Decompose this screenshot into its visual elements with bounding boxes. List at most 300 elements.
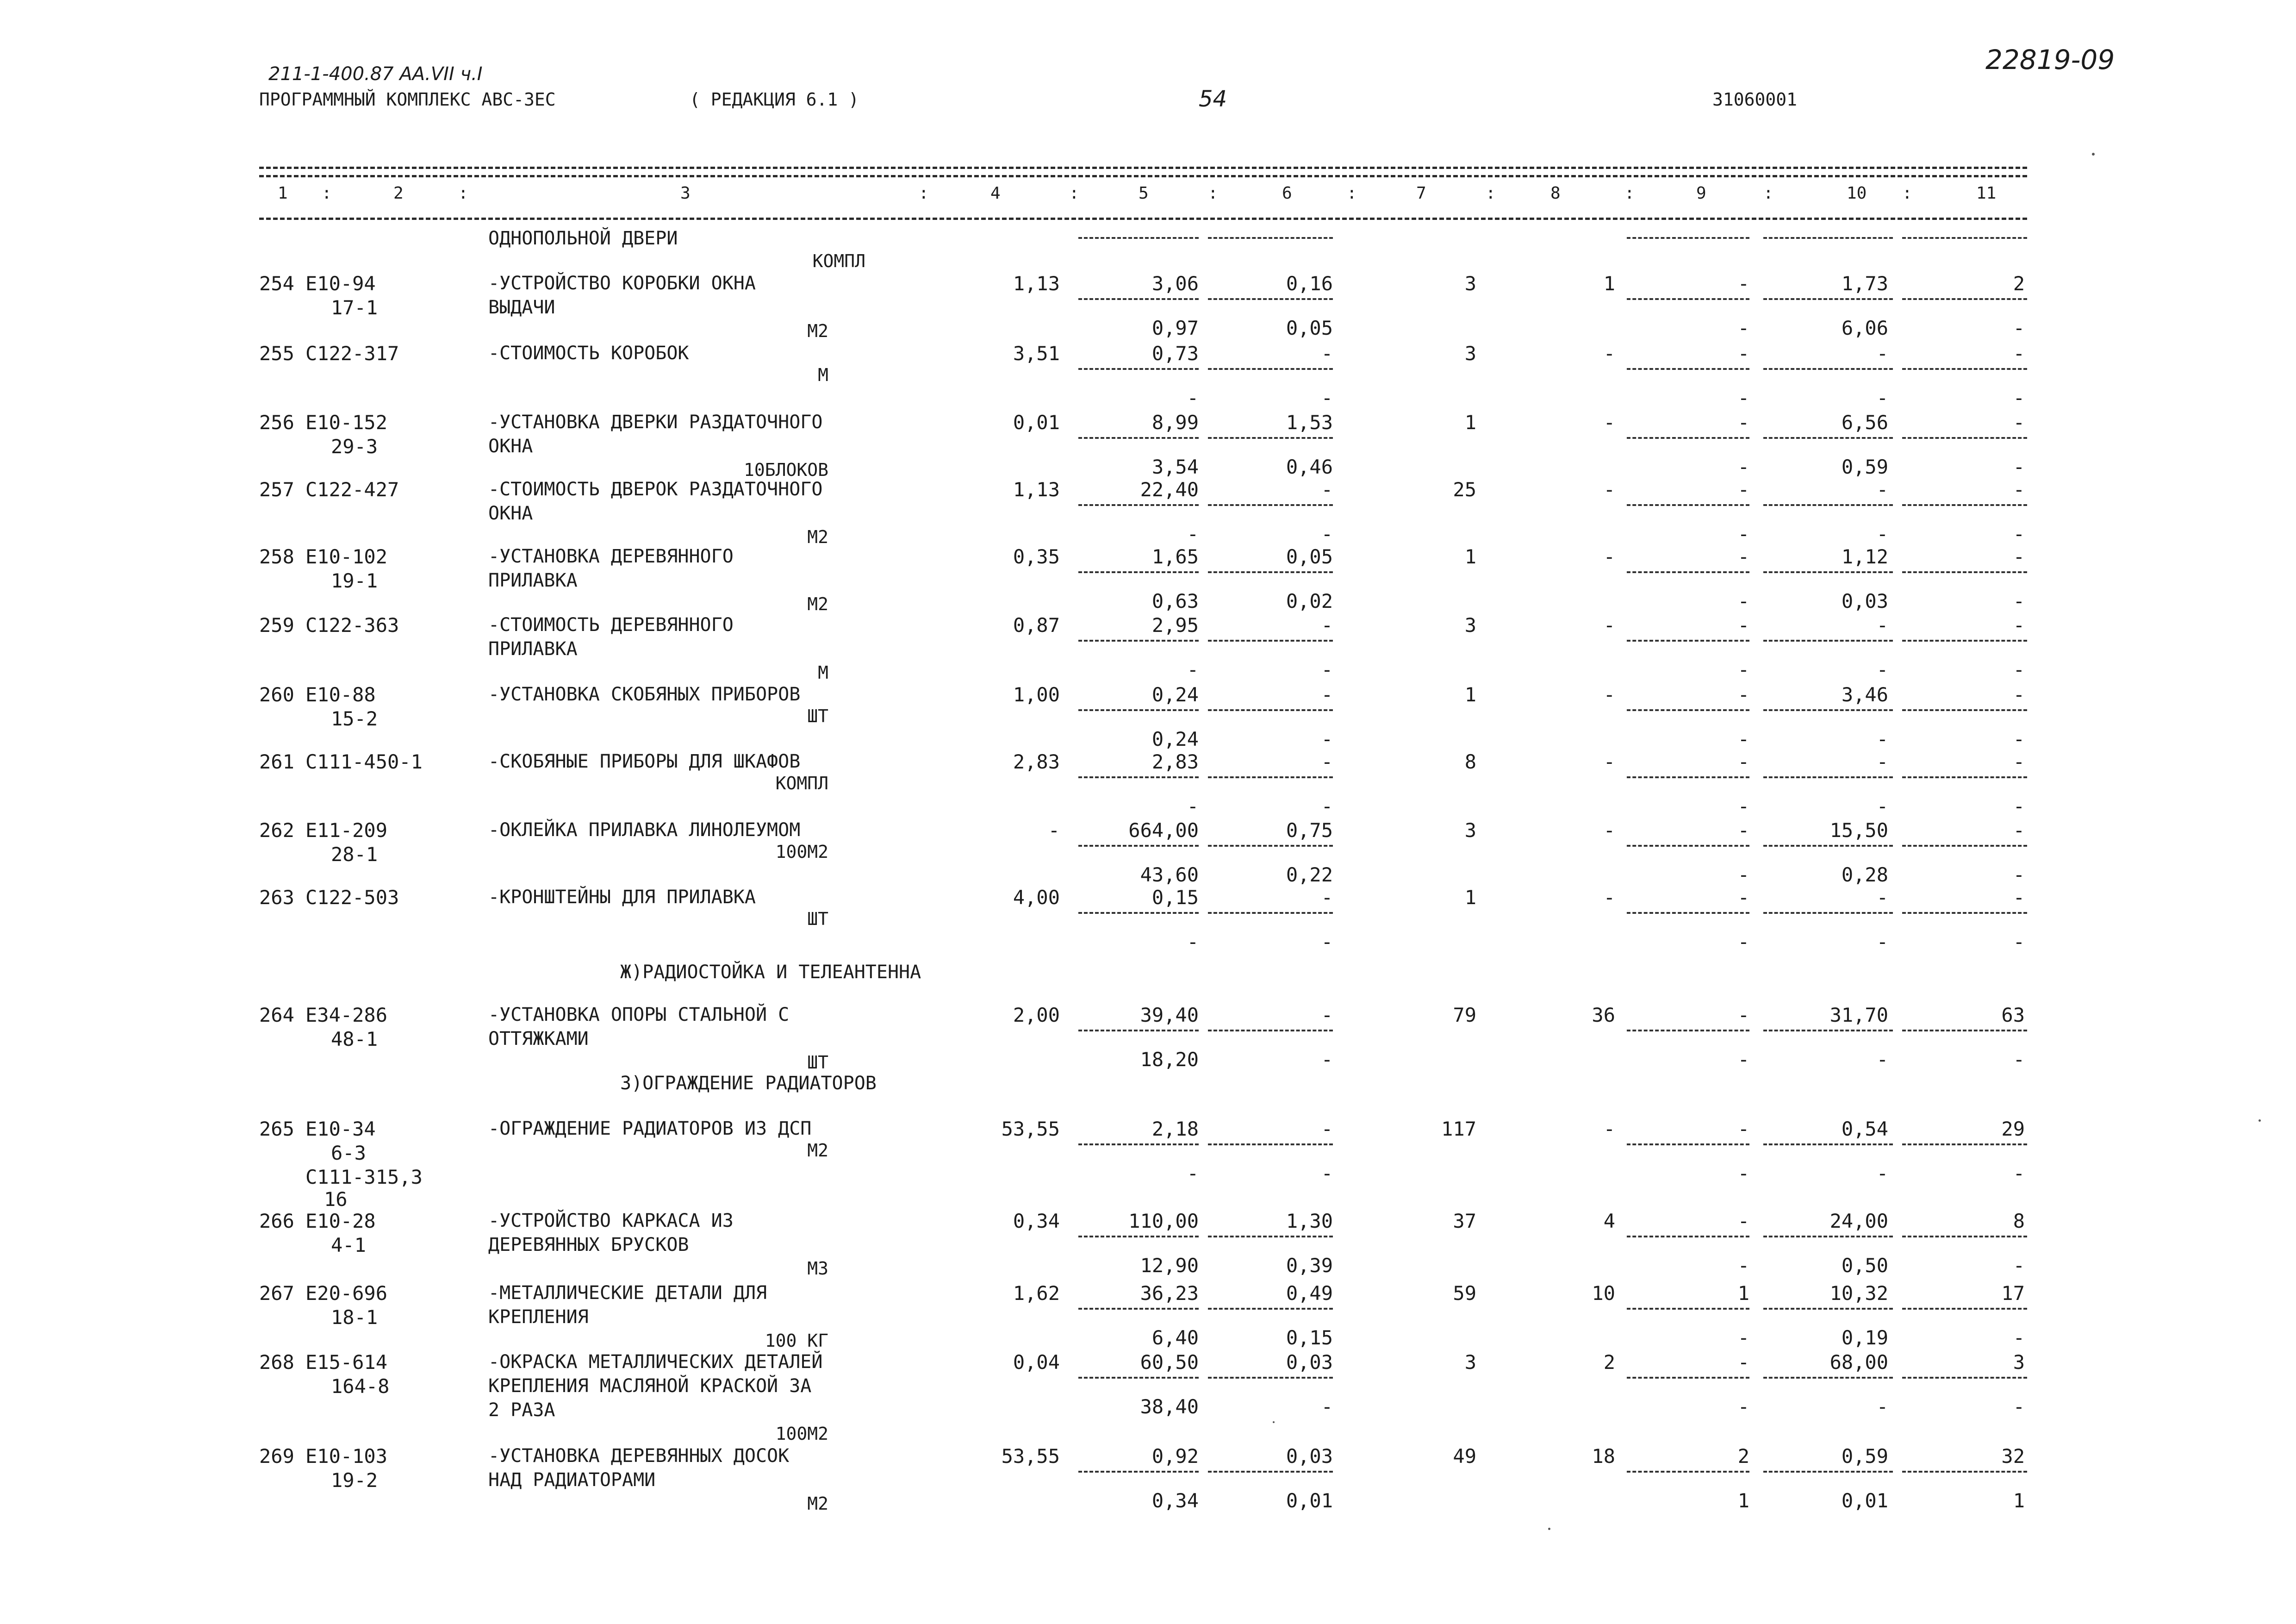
cell-subrule-c5 bbox=[1078, 709, 1199, 711]
cell-col6: - bbox=[1321, 886, 1333, 909]
row-description: ВЫДАЧИ bbox=[488, 297, 555, 318]
cell-col6: 0,03 bbox=[1286, 1445, 1333, 1468]
cell-col7: 37 bbox=[1453, 1210, 1476, 1232]
row-description: -ОКЛЕЙКА ПРИЛАВКА ЛИНОЛЕУМОМ bbox=[488, 819, 801, 841]
cell-subrule-c11 bbox=[1902, 437, 2027, 439]
cell-col11-sub: - bbox=[2013, 590, 2025, 612]
cell-col7: 3 bbox=[1464, 819, 1476, 842]
header-rule-top bbox=[259, 167, 2027, 169]
cell-subrule-c10 bbox=[1763, 640, 1893, 642]
cell-subrule-c10 bbox=[1763, 571, 1893, 573]
cell-col10-sub: - bbox=[1876, 387, 1888, 409]
cell-col8: - bbox=[1603, 886, 1615, 909]
cell-col9-sub: - bbox=[1737, 1395, 1749, 1418]
cell-col6-sub: 0,39 bbox=[1286, 1254, 1333, 1277]
row-code-2: 6-3 bbox=[331, 1142, 366, 1164]
cell-col11-sub: - bbox=[2013, 387, 2025, 409]
cell-col10: - bbox=[1876, 614, 1888, 637]
cell-col10: 3,46 bbox=[1841, 683, 1888, 706]
cell-col5: 39,40 bbox=[1140, 1004, 1199, 1026]
cell-col5: 110,00 bbox=[1128, 1210, 1199, 1232]
row-code: Е10-152 bbox=[305, 411, 388, 434]
row-number: 256 bbox=[259, 411, 294, 434]
row-code-3: С111-315,3 bbox=[305, 1166, 423, 1188]
cell-col11: - bbox=[2013, 683, 2025, 706]
cell-col9: - bbox=[1737, 272, 1749, 295]
row-description: -УСТРОЙСТВО КАРКАСА ИЗ bbox=[488, 1210, 734, 1231]
cell-col6: - bbox=[1321, 342, 1333, 365]
cell-col9-sub: - bbox=[1737, 523, 1749, 545]
cell-col11: - bbox=[2013, 886, 2025, 909]
cell-col9: - bbox=[1737, 1118, 1749, 1140]
cell-subrule-c11 bbox=[1902, 571, 2027, 573]
cell-col5-sub: 12,90 bbox=[1140, 1254, 1199, 1277]
scan-speck bbox=[1548, 1528, 1550, 1530]
row-description: КРЕПЛЕНИЯ МАСЛЯНОЙ КРАСКОЙ ЗА bbox=[488, 1375, 812, 1397]
cell-subrule-c5 bbox=[1078, 571, 1199, 573]
cell-subrule-c5 bbox=[1078, 1236, 1199, 1237]
cell-col9: - bbox=[1737, 750, 1749, 773]
cell-col10: 24,00 bbox=[1829, 1210, 1888, 1232]
cell-col5-sub: - bbox=[1187, 931, 1199, 953]
cell-col7: 3 bbox=[1464, 614, 1476, 637]
row-description: -УСТАНОВКА ДВЕРКИ РАЗДАТОЧНОГО bbox=[488, 412, 823, 433]
cell-col8: 36 bbox=[1592, 1004, 1615, 1026]
cell-col4: 53,55 bbox=[1001, 1118, 1060, 1140]
cell-subrule-c9 bbox=[1627, 845, 1749, 847]
cell-subrule-c11 bbox=[1902, 912, 2027, 914]
cell-col6-sub: - bbox=[1321, 1048, 1333, 1071]
section-heading: Ж)РАДИОСТОЙКА И ТЕЛЕАНТЕННА bbox=[620, 962, 921, 983]
column-separator: : bbox=[1624, 184, 1635, 203]
row-number: 265 bbox=[259, 1118, 294, 1140]
cell-col11-sub: - bbox=[2013, 863, 2025, 886]
row-unit: КОМПЛ bbox=[775, 773, 828, 793]
cell-col9-sub: - bbox=[1737, 728, 1749, 750]
row-number: 257 bbox=[259, 478, 294, 501]
cell-col5: 664,00 bbox=[1128, 819, 1199, 842]
cell-subrule-c6 bbox=[1208, 1471, 1333, 1473]
column-separator: : bbox=[1763, 184, 1773, 203]
cell-col7: 1 bbox=[1464, 683, 1476, 706]
cell-col4: 0,87 bbox=[1013, 614, 1060, 637]
cell-col8: - bbox=[1603, 819, 1615, 842]
cell-col4: 1,62 bbox=[1013, 1282, 1060, 1305]
cell-col10: - bbox=[1876, 478, 1888, 501]
cell-col11-sub: - bbox=[2013, 523, 2025, 545]
row-code-2: 15-2 bbox=[331, 707, 378, 730]
header-rule-top-2 bbox=[259, 175, 2027, 177]
cell-col10: 6,56 bbox=[1841, 411, 1888, 434]
row-unit: М3 bbox=[807, 1258, 828, 1279]
cell-subrule-c11 bbox=[1902, 298, 2027, 300]
row-unit: КОМПЛ bbox=[812, 251, 865, 271]
row-code-2: 4-1 bbox=[331, 1234, 366, 1256]
row-description: ДЕРЕВЯННЫХ БРУСКОВ bbox=[488, 1234, 689, 1255]
cell-col4: 0,01 bbox=[1013, 411, 1060, 434]
cell-subrule-c9 bbox=[1627, 1236, 1749, 1237]
cell-col8: 1 bbox=[1603, 272, 1615, 295]
cell-subrule-c11 bbox=[1902, 1471, 2027, 1473]
cell-col10-sub: - bbox=[1876, 1395, 1888, 1418]
cell-col10: 0,54 bbox=[1841, 1118, 1888, 1140]
column-header-9: 9 bbox=[1696, 184, 1706, 203]
cell-col11: - bbox=[2013, 545, 2025, 568]
row-code: С122-427 bbox=[305, 478, 399, 501]
column-separator: : bbox=[1208, 184, 1218, 203]
cell-subrule-c6 bbox=[1208, 237, 1333, 239]
cell-col9-sub: - bbox=[1737, 863, 1749, 886]
section-heading: З)ОГРАЖДЕНИЕ РАДИАТОРОВ bbox=[620, 1073, 877, 1094]
cell-col9: - bbox=[1737, 819, 1749, 842]
cell-col11-sub: - bbox=[2013, 1162, 2025, 1185]
row-number: 268 bbox=[259, 1351, 294, 1374]
cell-subrule-c6 bbox=[1208, 571, 1333, 573]
cell-col7: 3 bbox=[1464, 342, 1476, 365]
cell-subrule-c6 bbox=[1208, 776, 1333, 778]
cell-col6-sub: 0,01 bbox=[1286, 1489, 1333, 1512]
cell-col7: 49 bbox=[1453, 1445, 1476, 1468]
row-code: Е10-28 bbox=[305, 1210, 376, 1232]
cell-col6: 0,03 bbox=[1286, 1351, 1333, 1374]
cell-col10-sub: 0,50 bbox=[1841, 1254, 1888, 1277]
row-description: 2 РАЗА bbox=[488, 1399, 555, 1421]
cell-col9: - bbox=[1737, 411, 1749, 434]
column-separator: : bbox=[919, 184, 929, 203]
cell-col9-sub: - bbox=[1737, 795, 1749, 818]
row-code: Е10-102 bbox=[305, 545, 388, 568]
program-title: ПРОГРАММНЫЙ КОМПЛЕКС АВС-3ЕС bbox=[259, 89, 556, 110]
row-code-2: 19-2 bbox=[331, 1469, 378, 1492]
cell-col5-sub: 18,20 bbox=[1140, 1048, 1199, 1071]
cell-subrule-c9 bbox=[1627, 1471, 1749, 1473]
sheet-code: 31060001 bbox=[1712, 89, 1798, 110]
cell-col11: 2 bbox=[2013, 272, 2025, 295]
cell-col11-sub: - bbox=[2013, 1395, 2025, 1418]
column-separator: : bbox=[1902, 184, 1912, 203]
column-header-1: 1 bbox=[278, 184, 288, 203]
cell-col4: 3,51 bbox=[1013, 342, 1060, 365]
cell-col9: - bbox=[1737, 1004, 1749, 1026]
cell-col11: 8 bbox=[2013, 1210, 2025, 1232]
cell-col6: - bbox=[1321, 478, 1333, 501]
cell-subrule-c11 bbox=[1902, 1236, 2027, 1237]
cell-subrule-c11 bbox=[1902, 845, 2027, 847]
cell-col5-sub: 43,60 bbox=[1140, 863, 1199, 886]
cell-subrule-c9 bbox=[1627, 1308, 1749, 1310]
row-code: С122-363 bbox=[305, 614, 399, 637]
cell-col6-sub: 0,46 bbox=[1286, 456, 1333, 478]
cell-col11-sub: - bbox=[2013, 317, 2025, 339]
cell-col10: 1,73 bbox=[1841, 272, 1888, 295]
cell-col6: - bbox=[1321, 1118, 1333, 1140]
cell-col7: 1 bbox=[1464, 886, 1476, 909]
row-unit: М2 bbox=[807, 1493, 828, 1514]
row-code: Е34-286 bbox=[305, 1004, 388, 1026]
edition: ( РЕДАКЦИЯ 6.1 ) bbox=[690, 89, 859, 110]
cell-subrule-c9 bbox=[1627, 912, 1749, 914]
cell-col11: - bbox=[2013, 478, 2025, 501]
cell-col11: - bbox=[2013, 750, 2025, 773]
cell-col5-sub: 0,97 bbox=[1151, 317, 1199, 339]
cell-subrule-c6 bbox=[1208, 912, 1333, 914]
cell-col5-sub: 38,40 bbox=[1140, 1395, 1199, 1418]
cell-subrule-c5 bbox=[1078, 437, 1199, 439]
row-description: ОТТЯЖКАМИ bbox=[488, 1028, 589, 1049]
cell-col11: 17 bbox=[2001, 1282, 2025, 1305]
cell-col10-sub: - bbox=[1876, 728, 1888, 750]
cell-subrule-c5 bbox=[1078, 298, 1199, 300]
cell-subrule-c6 bbox=[1208, 298, 1333, 300]
row-code: Е15-614 bbox=[305, 1351, 388, 1374]
cell-col10-sub: - bbox=[1876, 658, 1888, 681]
cell-col6-sub: - bbox=[1321, 795, 1333, 818]
cell-subrule-c5 bbox=[1078, 1030, 1199, 1031]
column-header-2: 2 bbox=[393, 184, 404, 203]
row-number: 262 bbox=[259, 819, 294, 842]
cell-col8: 4 bbox=[1603, 1210, 1615, 1232]
row-code: С122-317 bbox=[305, 342, 399, 365]
cell-col5-sub: 0,63 bbox=[1151, 590, 1199, 612]
cell-col8: - bbox=[1603, 342, 1615, 365]
cell-col6: 1,30 bbox=[1286, 1210, 1333, 1232]
row-description: ОДНОПОЛЬНОЙ ДВЕРИ bbox=[488, 228, 678, 249]
cell-col9: - bbox=[1737, 1351, 1749, 1374]
cell-col8: - bbox=[1603, 750, 1615, 773]
cell-col8: 10 bbox=[1592, 1282, 1615, 1305]
cell-col9-sub: - bbox=[1737, 1326, 1749, 1349]
cell-col6-sub: 0,02 bbox=[1286, 590, 1333, 612]
cell-col8: - bbox=[1603, 411, 1615, 434]
row-description: ОКНА bbox=[488, 503, 533, 524]
cell-col9-sub: - bbox=[1737, 1254, 1749, 1277]
cell-col4: 53,55 bbox=[1001, 1445, 1060, 1468]
cell-col7: 3 bbox=[1464, 272, 1476, 295]
cell-col10: 0,59 bbox=[1841, 1445, 1888, 1468]
cell-col11-sub: - bbox=[2013, 1254, 2025, 1277]
cell-col9: - bbox=[1737, 1210, 1749, 1232]
cell-subrule-c6 bbox=[1208, 845, 1333, 847]
row-code: Е20-696 bbox=[305, 1282, 388, 1305]
row-unit: М2 bbox=[807, 1140, 828, 1161]
cell-col4: 1,00 bbox=[1013, 683, 1060, 706]
cell-col10: 1,12 bbox=[1841, 545, 1888, 568]
cell-subrule-c6 bbox=[1208, 709, 1333, 711]
cell-subrule-c9 bbox=[1627, 640, 1749, 642]
cell-subrule-c6 bbox=[1208, 504, 1333, 506]
row-unit: ШТ bbox=[807, 1052, 828, 1073]
cell-col9: - bbox=[1737, 614, 1749, 637]
cell-col11-sub: - bbox=[2013, 1326, 2025, 1349]
row-description: -УСТРОЙСТВО КОРОБКИ ОКНА bbox=[488, 273, 756, 294]
row-code: С111-450-1 bbox=[305, 750, 423, 773]
cell-subrule-c5 bbox=[1078, 1143, 1199, 1145]
cell-subrule-c5 bbox=[1078, 1377, 1199, 1379]
row-number: 254 bbox=[259, 272, 294, 295]
cell-col11-sub: 1 bbox=[2013, 1489, 2025, 1512]
row-unit: М2 bbox=[807, 594, 828, 614]
row-number: 255 bbox=[259, 342, 294, 365]
cell-subrule-c5 bbox=[1078, 1308, 1199, 1310]
cell-col11: - bbox=[2013, 342, 2025, 365]
cell-subrule-c9 bbox=[1627, 504, 1749, 506]
cell-col8: - bbox=[1603, 1118, 1615, 1140]
cell-col6: 1,53 bbox=[1286, 411, 1333, 434]
cell-subrule-c10 bbox=[1763, 437, 1893, 439]
cell-col8: - bbox=[1603, 478, 1615, 501]
row-description: -СТОИМОСТЬ ДЕРЕВЯННОГО bbox=[488, 614, 734, 636]
cell-subrule-c10 bbox=[1763, 1471, 1893, 1473]
column-header-11: 11 bbox=[1976, 184, 1997, 203]
cell-col11: - bbox=[2013, 411, 2025, 434]
cell-col9-sub: - bbox=[1737, 931, 1749, 953]
cell-col8: - bbox=[1603, 545, 1615, 568]
row-number: 258 bbox=[259, 545, 294, 568]
cell-col5: 2,18 bbox=[1151, 1118, 1199, 1140]
cell-col6: - bbox=[1321, 1004, 1333, 1026]
cell-col8: - bbox=[1603, 683, 1615, 706]
cell-col10-sub: 0,28 bbox=[1841, 863, 1888, 886]
row-number: 261 bbox=[259, 750, 294, 773]
cell-col10: 10,32 bbox=[1829, 1282, 1888, 1305]
cell-col6-sub: - bbox=[1321, 523, 1333, 545]
cell-subrule-c11 bbox=[1902, 1377, 2027, 1379]
row-code: С122-503 bbox=[305, 886, 399, 909]
cell-subrule-c9 bbox=[1627, 1030, 1749, 1031]
cell-col9-sub: - bbox=[1737, 317, 1749, 339]
cell-subrule-c5 bbox=[1078, 776, 1199, 778]
row-number: 266 bbox=[259, 1210, 294, 1232]
cell-col9: - bbox=[1737, 683, 1749, 706]
cell-col7: 117 bbox=[1441, 1118, 1476, 1140]
cell-col11-sub: - bbox=[2013, 795, 2025, 818]
cell-subrule-c9 bbox=[1627, 709, 1749, 711]
row-description: -СТОИМОСТЬ ДВЕРОК РАЗДАТОЧНОГО bbox=[488, 479, 823, 500]
row-number: 260 bbox=[259, 683, 294, 706]
row-description: ПРИЛАВКА bbox=[488, 570, 578, 591]
cell-subrule-c9 bbox=[1627, 298, 1749, 300]
cell-col7: 3 bbox=[1464, 1351, 1476, 1374]
cell-col5: 1,65 bbox=[1151, 545, 1199, 568]
row-code-2: 29-3 bbox=[331, 435, 378, 458]
cell-col6-sub: - bbox=[1321, 387, 1333, 409]
cell-col6: 0,49 bbox=[1286, 1282, 1333, 1305]
cell-subrule-c10 bbox=[1763, 368, 1893, 370]
cell-subrule-c11 bbox=[1902, 709, 2027, 711]
cell-col11: - bbox=[2013, 819, 2025, 842]
cell-col6: 0,75 bbox=[1286, 819, 1333, 842]
cell-col10-sub: - bbox=[1876, 523, 1888, 545]
cell-subrule-c10 bbox=[1763, 237, 1893, 239]
row-code-2: 17-1 bbox=[331, 296, 378, 319]
cell-col7: 25 bbox=[1453, 478, 1476, 501]
cell-col9-sub: - bbox=[1737, 387, 1749, 409]
cell-col9: - bbox=[1737, 478, 1749, 501]
cell-col5-sub: - bbox=[1187, 387, 1199, 409]
column-header-7: 7 bbox=[1416, 184, 1426, 203]
row-code-2: 19-1 bbox=[331, 569, 378, 592]
cell-col4: 0,04 bbox=[1013, 1351, 1060, 1374]
row-code: Е10-88 bbox=[305, 683, 376, 706]
cell-col6-sub: 0,05 bbox=[1286, 317, 1333, 339]
row-unit: 100 КГ bbox=[765, 1330, 828, 1351]
column-separator: : bbox=[322, 184, 332, 203]
row-number: 263 bbox=[259, 886, 294, 909]
cell-col11-sub: - bbox=[2013, 658, 2025, 681]
cell-subrule-c9 bbox=[1627, 1143, 1749, 1145]
cell-col10-sub: 0,03 bbox=[1841, 590, 1888, 612]
cell-col9-sub: - bbox=[1737, 590, 1749, 612]
cell-col11: 63 bbox=[2001, 1004, 2025, 1026]
cell-subrule-c10 bbox=[1763, 845, 1893, 847]
cell-subrule-c11 bbox=[1902, 504, 2027, 506]
row-description: -КРОНШТЕЙНЫ ДЛЯ ПРИЛАВКА bbox=[488, 887, 756, 908]
cell-col6-sub: - bbox=[1321, 728, 1333, 750]
cell-col5-sub: 6,40 bbox=[1151, 1326, 1199, 1349]
cell-subrule-c6 bbox=[1208, 1143, 1333, 1145]
row-number: 264 bbox=[259, 1004, 294, 1026]
cell-col10: - bbox=[1876, 886, 1888, 909]
cell-col10-sub: - bbox=[1876, 1048, 1888, 1071]
row-unit: М bbox=[818, 365, 828, 385]
cell-subrule-c6 bbox=[1208, 1377, 1333, 1379]
row-description: -СТОИМОСТЬ КОРОБОК bbox=[488, 343, 689, 364]
cell-subrule-c5 bbox=[1078, 845, 1199, 847]
cell-col9-sub: - bbox=[1737, 1048, 1749, 1071]
cell-col10: 15,50 bbox=[1829, 819, 1888, 842]
cell-col5: 0,15 bbox=[1151, 886, 1199, 909]
cell-subrule-c6 bbox=[1208, 1030, 1333, 1031]
column-header-6: 6 bbox=[1282, 184, 1292, 203]
cell-subrule-c10 bbox=[1763, 1143, 1893, 1145]
cell-col5: 36,23 bbox=[1140, 1282, 1199, 1305]
cell-col5: 2,83 bbox=[1151, 750, 1199, 773]
column-header-5: 5 bbox=[1139, 184, 1149, 203]
cell-col5-sub: - bbox=[1187, 795, 1199, 818]
cell-col11-sub: - bbox=[2013, 728, 2025, 750]
cell-col10-sub: - bbox=[1876, 795, 1888, 818]
column-separator: : bbox=[1347, 184, 1357, 203]
cell-col10: - bbox=[1876, 342, 1888, 365]
cell-col11: 3 bbox=[2013, 1351, 2025, 1374]
cell-col4: 0,34 bbox=[1013, 1210, 1060, 1232]
row-description: -УСТАНОВКА ДЕРЕВЯННЫХ ДОСОК bbox=[488, 1445, 790, 1467]
row-code: Е10-103 bbox=[305, 1445, 388, 1468]
cell-subrule-c9 bbox=[1627, 776, 1749, 778]
cell-subrule-c10 bbox=[1763, 709, 1893, 711]
column-header-10: 10 bbox=[1847, 184, 1867, 203]
cell-col6: - bbox=[1321, 683, 1333, 706]
cell-col11-sub: - bbox=[2013, 456, 2025, 478]
cell-col5: 0,24 bbox=[1151, 683, 1199, 706]
row-description: -УСТАНОВКА СКОБЯНЫХ ПРИБОРОВ bbox=[488, 684, 801, 705]
column-header-4: 4 bbox=[990, 184, 1001, 203]
row-unit: ШТ bbox=[807, 706, 828, 726]
column-header-3: 3 bbox=[680, 184, 691, 203]
cell-subrule-c11 bbox=[1902, 1030, 2027, 1031]
cell-col9: - bbox=[1737, 342, 1749, 365]
cell-col7: 1 bbox=[1464, 411, 1476, 434]
header-rule-bottom bbox=[259, 218, 2027, 220]
page-number: 54 bbox=[1199, 86, 1227, 112]
cell-subrule-c9 bbox=[1627, 368, 1749, 370]
cell-subrule-c9 bbox=[1627, 437, 1749, 439]
row-unit: ШТ bbox=[807, 909, 828, 929]
row-description: НАД РАДИАТОРАМИ bbox=[488, 1469, 656, 1491]
row-unit: 10БЛОКОВ bbox=[743, 460, 828, 480]
cell-subrule-c6 bbox=[1208, 368, 1333, 370]
cell-subrule-c11 bbox=[1902, 237, 2027, 239]
